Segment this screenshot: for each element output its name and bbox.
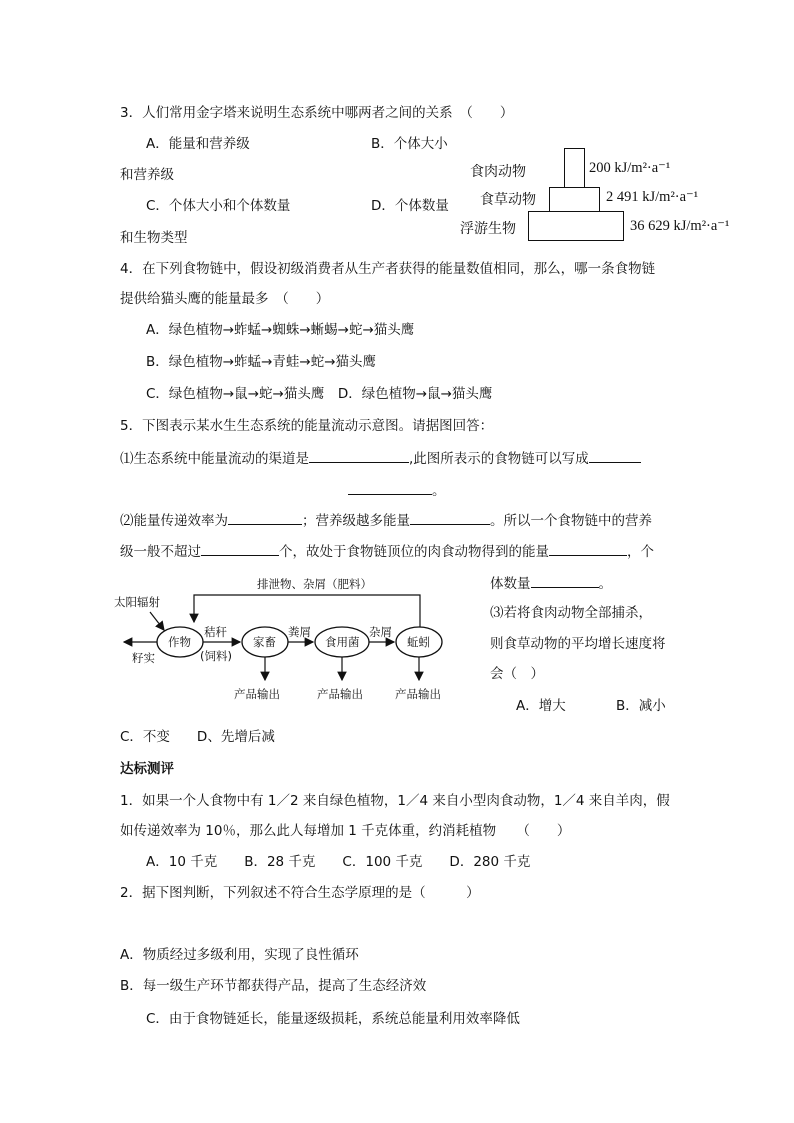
q5-part3-line1: ⑶若将食肉动物全部捕杀，	[490, 605, 652, 621]
fertilizer-return-arrow	[194, 595, 420, 627]
pyramid-label-carnivore: 食肉动物	[470, 164, 526, 180]
straw-label: 秸秆	[204, 625, 227, 639]
pyramid-level-plankton	[528, 211, 624, 241]
q4-option-a: A．绿色植物→蚱蜢→蜘蛛→蜥蜴→蛇→猫头鹰	[146, 322, 415, 338]
q3-option-b-continued: 和营养级	[120, 167, 174, 183]
pyramid-value-carnivore: 200 kJ/m²·a⁻¹	[589, 160, 671, 176]
mushroom-label: 食用菌	[325, 635, 360, 649]
crop-label: 作物	[168, 635, 191, 649]
livestock-output-label: 产品输出	[234, 687, 280, 701]
earthworm-output-label: 产品输出	[395, 687, 441, 701]
fertilizer-label: 排泄物、杂屑（肥料）	[257, 577, 372, 591]
q5-part2-line3	[490, 573, 612, 593]
scrap-label: 杂屑	[369, 625, 392, 639]
q5-part1-text-a: ⑴生态系统中能量流动的渠道是	[120, 451, 309, 467]
q5-part2-line2	[120, 541, 654, 561]
t2-option-b: B．每一级生产环节都获得产品，提高了生态经济效	[120, 978, 427, 994]
pyramid-value-herbivore: 2 491 kJ/m²·a⁻¹	[606, 189, 699, 205]
agro-ecosystem-diagram	[112, 576, 462, 706]
q5-part2-text-b: ；营养级越多能量	[302, 513, 410, 529]
answer-blank[interactable]	[348, 480, 432, 495]
q3-option-d: D．个体数量	[371, 198, 449, 214]
section-title: 达标测评	[120, 761, 174, 777]
q5-option-a: A．增大	[516, 698, 566, 714]
q5-part2-text-d: 级一般不超过	[120, 544, 201, 560]
q4-option-b: B．绿色植物→蚱蜢→青蛙→蛇→猫头鹰	[146, 354, 377, 370]
answer-blank[interactable]	[309, 448, 409, 463]
answer-blank[interactable]	[410, 510, 490, 525]
q5-option-b: B．减小	[616, 698, 666, 714]
q3-option-c: C．个体大小和个体数量	[146, 198, 291, 214]
q5-part2-text-g: 体数量	[490, 576, 531, 592]
answer-blank[interactable]	[228, 510, 302, 525]
seed-label: 籽实	[132, 651, 155, 665]
q4-stem-line2: 提供给猫头鹰的能量最多 （ ）	[120, 291, 330, 307]
pyramid-value-plankton: 36 629 kJ/m²·a⁻¹	[630, 218, 730, 234]
livestock-label: 家畜	[253, 635, 276, 649]
q5-part2-text-a: ⑵能量传递效率为	[120, 513, 228, 529]
dung-label: 粪屑	[288, 625, 311, 639]
q3-option-d-continued: 和生物类型	[120, 230, 188, 246]
q5-stem: 5．下图表示某水生生态系统的能量流动示意图。请据图回答：	[120, 418, 494, 434]
answer-blank[interactable]	[589, 448, 641, 463]
q5-part1-text-b: ,此图所表示的食物链可以写成	[409, 451, 589, 467]
mushroom-output-label: 产品输出	[317, 687, 363, 701]
q5-part2-text-f: ，个	[627, 544, 654, 560]
pyramid-label-plankton: 浮游生物	[460, 221, 516, 237]
q4-option-cd: C．绿色植物→鼠→蛇→猫头鹰 D．绿色植物→鼠→猫头鹰	[146, 386, 493, 402]
t1-stem-line1: 1．如果一个人食物中有 1／2 来自绿色植物，1／4 来自小型肉食动物，1／4 来自羊肉，假	[120, 793, 670, 809]
q5-part1-end: 。	[432, 483, 446, 499]
q5-part2-line1	[120, 510, 652, 530]
q5-part1-line2	[348, 480, 446, 500]
pyramid-level-carnivore	[564, 148, 585, 189]
pyramid-label-herbivore: 食草动物	[480, 192, 536, 208]
t1-options: A．10 千克 B．28 千克 C．100 千克 D．280 千克	[146, 854, 531, 870]
q5-part1	[120, 448, 641, 468]
q3-stem: 3．人们常用金字塔来说明生态系统中哪两者之间的关系 （ ）	[120, 105, 514, 121]
earthworm-label: 蚯蚓	[407, 635, 430, 649]
q3-option-a: A．能量和营养级	[146, 136, 250, 152]
answer-blank[interactable]	[549, 541, 627, 556]
t1-stem-line2: 如传递效率为 10％，那么此人每增加 1 千克体重，约消耗植物 （ ）	[120, 823, 571, 839]
pyramid-level-herbivore	[549, 187, 600, 213]
q5-part3-line2: 则食草动物的平均增长速度将	[490, 636, 666, 652]
feed-label: (饲料)	[200, 649, 232, 663]
t2-option-a: A．物质经过多级利用，实现了良性循环	[120, 947, 359, 963]
answer-blank[interactable]	[201, 541, 279, 556]
t2-option-c: C．由于食物链延长，能量逐级损耗，系统总能量利用效率降低	[146, 1011, 520, 1027]
q5-part2-text-c: 。所以一个食物链中的营养	[490, 513, 652, 529]
q5-part2-text-e: 个，故处于食物链顶位的肉食动物得到的能量	[279, 544, 549, 560]
q5-option-cd: C．不变 D、先增后减	[120, 729, 275, 745]
solar-radiation-label: 太阳辐射	[114, 595, 160, 609]
q4-stem-line1: 4．在下列食物链中，假设初级消费者从生产者获得的能量数值相同，那么，哪一条食物链	[120, 261, 656, 277]
q3-option-b: B．个体大小	[371, 136, 448, 152]
q5-part3-line3: 会（ ）	[490, 666, 544, 682]
answer-blank[interactable]	[531, 573, 599, 588]
t2-stem: 2．据下图判断，下列叙述不符合生态学原理的是（ ）	[120, 885, 480, 901]
q5-part2-text-h: 。	[598, 576, 612, 592]
solar-arrow	[150, 612, 164, 630]
